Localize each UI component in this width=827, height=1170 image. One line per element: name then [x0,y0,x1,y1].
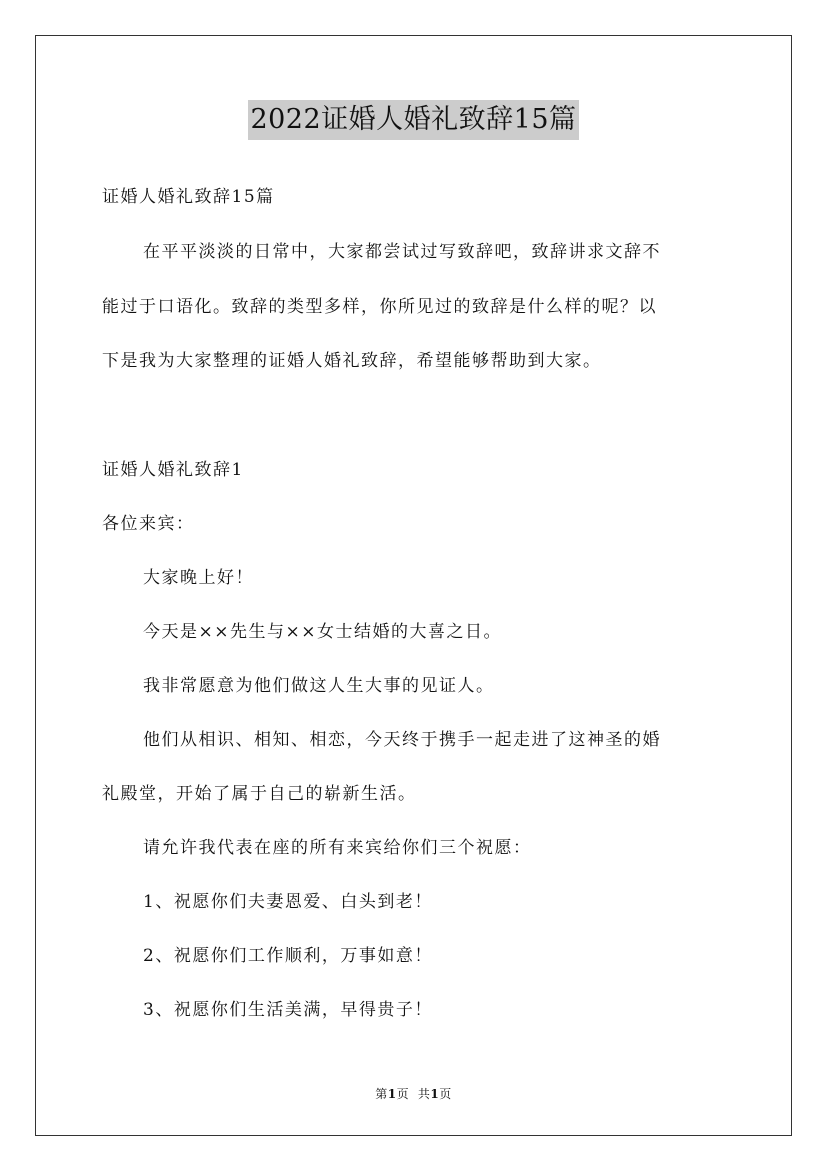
wish-item: 1、祝愿你们夫妻恩爱、白头到老！ [143,892,433,912]
intro-line: 下是我为大家整理的证婚人婚礼致辞，希望能够帮助到大家。 [102,351,602,371]
title-container [0,100,827,140]
body-paragraph: 请允许我代表在座的所有来宾给你们三个祝愿： [143,838,532,858]
body-paragraph: 今天是××先生与××女士结婚的大喜之日。 [143,622,502,642]
salutation: 各位来宾： [102,514,195,534]
wish-item: 2、祝愿你们工作顺利，万事如意！ [143,946,433,966]
body-paragraph: 大家晚上好！ [143,568,254,588]
section-heading: 证婚人婚礼致辞1 [102,460,244,480]
intro-line: 在平平淡淡的日常中，大家都尝试过写致辞吧，致辞讲求文辞不 [143,242,661,262]
wish-item: 3、祝愿你们生活美满，早得贵子！ [143,1000,433,1020]
total-suffix: 页 [439,1087,452,1101]
body-paragraph: 礼殿堂，开始了属于自己的崭新生活。 [102,784,417,804]
body-paragraph: 我非常愿意为他们做这人生大事的见证人。 [143,676,495,696]
body-paragraph: 他们从相识、相知、相恋，今天终于携手一起走进了这神圣的婚 [143,730,661,750]
page-footer [0,1085,827,1102]
document-title: 2022证婚人婚礼致辞15篇 [248,100,578,140]
page-prefix: 第 [375,1087,388,1101]
document-subtitle: 证婚人婚礼致辞15篇 [102,187,275,207]
page-suffix: 页 [396,1087,410,1101]
total-prefix: 共 [417,1087,431,1101]
intro-line: 能过于口语化。致辞的类型多样，你所见过的致辞是什么样的呢？以 [102,297,657,317]
page-number: 1 [387,1087,397,1101]
total-pages: 1 [430,1087,440,1101]
